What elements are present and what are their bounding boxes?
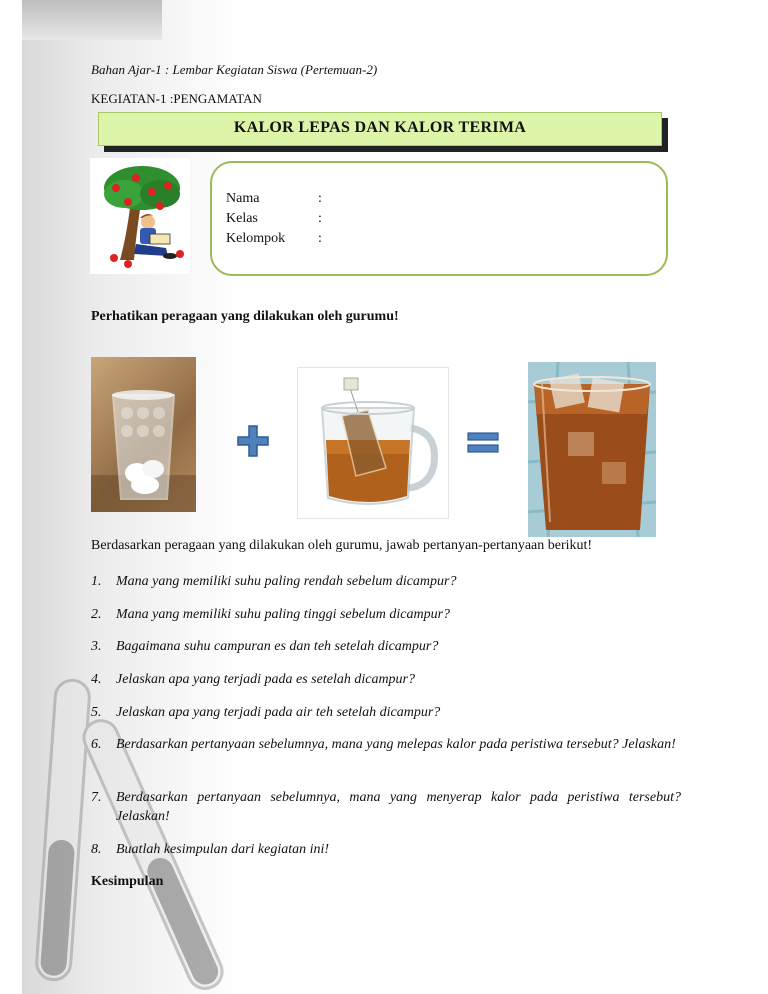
equals-icon — [467, 432, 499, 454]
class-field — [226, 211, 322, 227]
name-label: Nama — [226, 191, 260, 206]
question-number: 6. — [91, 737, 102, 752]
question-item — [91, 735, 681, 754]
question-item — [91, 788, 681, 826]
questions-intro: Berdasarkan peragaan yang dilakukan oleh gurumu, jawab pertanyan-pertanyaan berikut! — [91, 538, 593, 553]
tea-cup-photo — [297, 367, 449, 519]
tree-reader-illustration — [90, 158, 190, 274]
question-item — [91, 703, 681, 722]
question-item — [91, 637, 681, 656]
class-label: Kelas — [226, 211, 258, 226]
header-line-1: Bahan Ajar-1 : Lembar Kegiatan Siswa (Pertemuan-2) — [91, 62, 378, 77]
ice-glass-photo — [91, 357, 196, 512]
page-title: KALOR LEPAS DAN KALOR TERIMA — [233, 119, 527, 136]
name-field — [226, 191, 322, 207]
background-band-top — [22, 0, 162, 40]
name-colon: : — [318, 191, 322, 206]
header-line-2: KEGIATAN-1 :PENGAMATAN — [91, 91, 262, 106]
question-text: Buatlah kesimpulan dari kegiatan ini! — [116, 842, 330, 857]
class-colon: : — [318, 211, 322, 226]
question-text: Jelaskan apa yang terjadi pada es setelah dicampur? — [116, 672, 416, 687]
question-text: Berdasarkan pertanyaan sebelumnya, mana yang melepas kalor pada peristiwa tersebut? Jelaskan! — [116, 737, 676, 752]
group-colon: : — [318, 231, 322, 246]
question-item — [91, 605, 681, 624]
title-box — [98, 112, 662, 146]
question-text: Jelaskan apa yang terjadi pada air teh setelah dicampur? — [116, 705, 441, 720]
student-identity-box — [210, 161, 668, 276]
question-item — [91, 572, 681, 591]
question-number: 8. — [91, 842, 102, 857]
question-number: 3. — [91, 639, 102, 654]
group-label: Kelompok — [226, 231, 286, 246]
question-text: Bagaimana suhu campuran es dan teh setelah dicampur? — [116, 639, 439, 654]
question-text: Berdasarkan pertanyaan sebelumnya, mana yang menyerap kalor pada peristiwa tersebut? Jelaskan! — [116, 790, 681, 824]
question-number: 5. — [91, 705, 102, 720]
instruction-text: Perhatikan peragaan yang dilakukan oleh gurumu! — [91, 309, 399, 324]
question-text: Mana yang memiliki suhu paling rendah sebelum dicampur? — [116, 574, 457, 589]
question-item — [91, 840, 681, 859]
iced-tea-photo — [528, 362, 656, 537]
question-number: 7. — [91, 790, 102, 805]
plus-icon — [237, 425, 269, 457]
question-number: 2. — [91, 607, 102, 622]
question-number: 1. — [91, 574, 102, 589]
question-number: 4. — [91, 672, 102, 687]
question-text: Mana yang memiliki suhu paling tinggi sebelum dicampur? — [116, 607, 451, 622]
conclusion-heading: Kesimpulan — [91, 874, 164, 889]
question-item — [91, 670, 681, 689]
group-field — [226, 231, 322, 247]
